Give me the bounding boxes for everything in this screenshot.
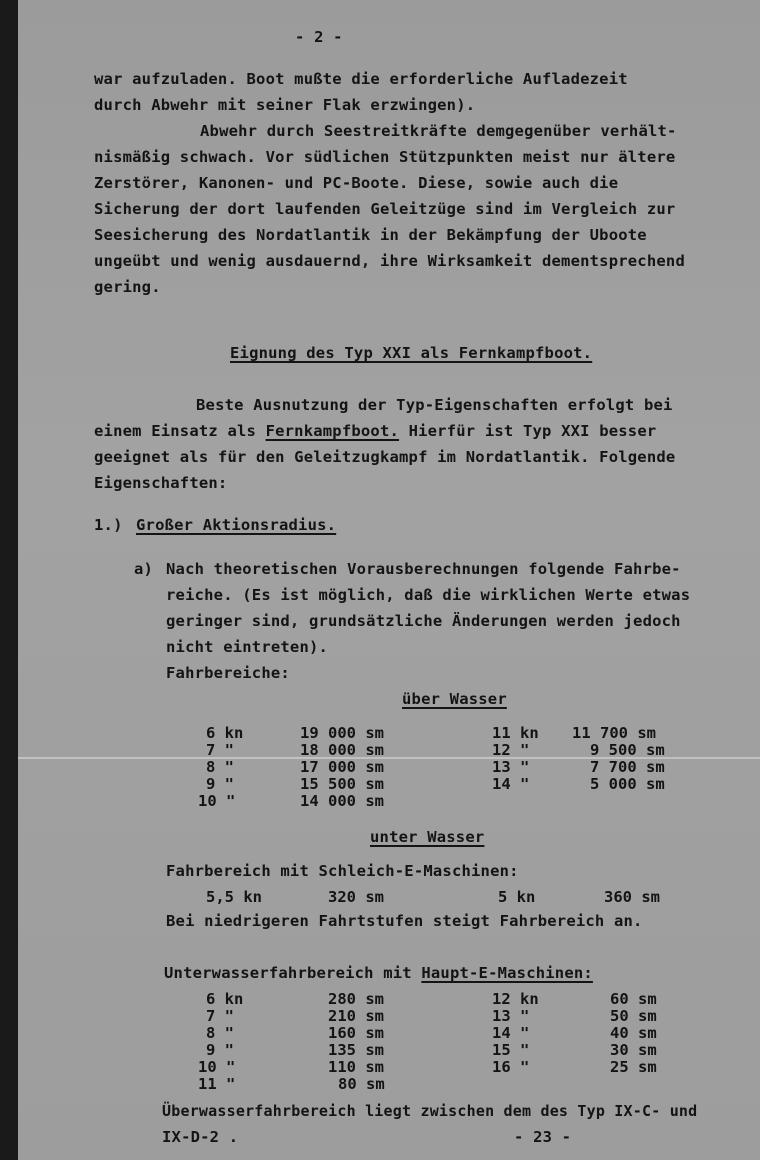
range: 110 sm xyxy=(328,1058,384,1076)
text-line: Sicherung der dort laufenden Geleitzüge sind im Vergleich zur xyxy=(94,200,676,218)
range: 15 500 sm xyxy=(300,775,384,793)
range: 5 000 sm xyxy=(590,775,665,793)
range: 135 sm xyxy=(328,1041,384,1059)
document-page xyxy=(18,0,760,1160)
range: 160 sm xyxy=(328,1024,384,1042)
speed: 13 " xyxy=(492,758,530,776)
haupt-label xyxy=(164,964,593,982)
text-line: Seesicherung des Nordatlantik in der Bekämpfung der Uboote xyxy=(94,226,647,244)
range: 14 000 sm xyxy=(300,792,384,810)
speed: 10 " xyxy=(198,792,236,810)
fold-crease xyxy=(18,757,760,759)
speed: 9 " xyxy=(206,1041,234,1059)
range: 210 sm xyxy=(328,1007,384,1025)
page-number-bottom: - 23 - xyxy=(514,1128,572,1146)
section-number: 1.) xyxy=(94,516,123,534)
schleich-label: Fahrbereich mit Schleich-E-Maschinen: xyxy=(166,862,519,880)
text-line: nicht eintreten). xyxy=(166,638,329,656)
speed: 6 kn xyxy=(206,990,244,1008)
speed: 14 " xyxy=(492,775,530,793)
speed: 11 " xyxy=(198,1075,236,1093)
text-line: IX-D-2 . xyxy=(162,1128,239,1146)
text-line: Nach theoretischen Vorausberechnungen folgende Fahrbe- xyxy=(166,560,681,578)
speed: 13 " xyxy=(492,1007,530,1025)
text-line: durch Abwehr mit seiner Flak erzwingen). xyxy=(94,96,476,114)
range: 25 sm xyxy=(610,1058,657,1076)
text-line: nismäßig schwach. Vor südlichen Stützpunkten meist nur ältere xyxy=(94,148,676,166)
text-span: Hierfür ist Typ XXI besser xyxy=(399,422,657,440)
text-line: Überwasserfahrbereich liegt zwischen dem des Typ IX-C- und xyxy=(162,1102,698,1120)
text-span: einem Einsatz als xyxy=(94,422,266,440)
section-heading: Eignung des Typ XXI als Fernkampfboot. xyxy=(230,344,593,362)
range: 7 700 sm xyxy=(590,758,665,776)
text-span: Unterwasserfahrbereich mit xyxy=(164,964,422,982)
speed: 11 kn xyxy=(492,724,539,742)
range: 60 sm xyxy=(610,990,657,1008)
underlined-term: Fernkampfboot. xyxy=(265,422,400,440)
range: 30 sm xyxy=(610,1041,657,1059)
item-label: a) xyxy=(134,560,154,578)
speed: 16 " xyxy=(492,1058,530,1076)
speed: 5 kn xyxy=(498,888,536,906)
text-line: reiche. (Es ist möglich, daß die wirklichen Werte etwas xyxy=(166,586,691,604)
range: 40 sm xyxy=(610,1024,657,1042)
speed: 9 " xyxy=(206,775,234,793)
speed: 8 " xyxy=(206,758,234,776)
speed: 14 " xyxy=(492,1024,530,1042)
page-number-top: - 2 - xyxy=(295,28,343,46)
range: 17 000 sm xyxy=(300,758,384,776)
range: 9 500 sm xyxy=(590,741,665,759)
text-line: geeignet als für den Geleitzugkampf im Nordatlantik. Folgende xyxy=(94,448,676,466)
text-line: Zerstörer, Kanonen- und PC-Boote. Diese, sowie auch die xyxy=(94,174,619,192)
film-edge xyxy=(0,0,18,1160)
text-line: Eigenschaften: xyxy=(94,474,228,492)
text-line xyxy=(94,422,656,440)
text-line: geringer sind, grundsätzliche Änderungen werden jedoch xyxy=(166,612,681,630)
text-line: Beste Ausnutzung der Typ-Eigenschaften erfolgt bei xyxy=(196,396,673,414)
range: 80 sm xyxy=(338,1075,385,1093)
speed: 6 kn xyxy=(206,724,244,742)
speed: 12 " xyxy=(492,741,530,759)
range: 320 sm xyxy=(328,888,384,906)
speed: 7 " xyxy=(206,1007,234,1025)
schleich-note: Bei niedrigeren Fahrtstufen steigt Fahrbereich an. xyxy=(166,912,643,930)
speed: 12 kn xyxy=(492,990,539,1008)
speed: 8 " xyxy=(206,1024,234,1042)
speed: 15 " xyxy=(492,1041,530,1059)
range: 50 sm xyxy=(610,1007,657,1025)
range: 280 sm xyxy=(328,990,384,1008)
underlined-term: Haupt-E-Maschinen: xyxy=(421,964,593,982)
text-line: gering. xyxy=(94,278,161,296)
speed: 5,5 kn xyxy=(206,888,262,906)
speed: 7 " xyxy=(206,741,234,759)
uber-wasser-heading: über Wasser xyxy=(402,690,507,708)
range: 19 000 sm xyxy=(300,724,384,742)
text-line: war aufzuladen. Boot mußte die erforderliche Aufladezeit xyxy=(94,70,628,88)
fahrbereiche-label: Fahrbereiche: xyxy=(166,664,290,682)
text-line: Abwehr durch Seestreitkräfte demgegenüber verhält- xyxy=(200,122,677,140)
range: 18 000 sm xyxy=(300,741,384,759)
section-title: Großer Aktionsradius. xyxy=(136,516,337,534)
range: 11 700 sm xyxy=(572,724,656,742)
text-line: ungeübt und wenig ausdauernd, ihre Wirksamkeit dementsprechend xyxy=(94,252,685,270)
speed: 10 " xyxy=(198,1058,236,1076)
unter-wasser-heading: unter Wasser xyxy=(370,828,485,846)
range: 360 sm xyxy=(604,888,660,906)
